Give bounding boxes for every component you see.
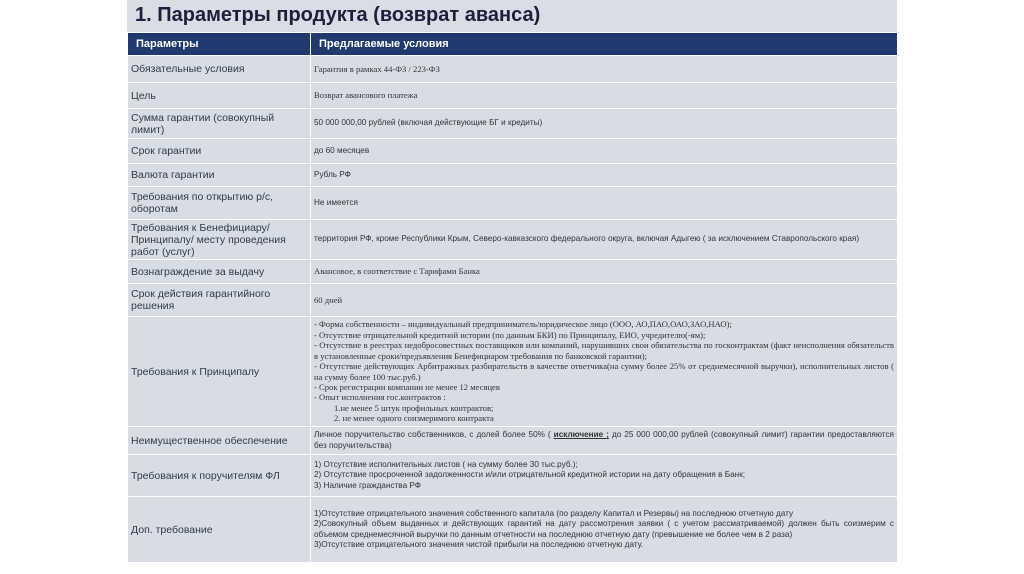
header-conditions: Предлагаемые условия bbox=[311, 33, 898, 56]
table-row bbox=[128, 139, 898, 164]
value-part: до 25 000 000,00 рублей (совокупный лимит) гарантии предоставляются без поручительства) bbox=[314, 430, 894, 450]
parameters-table bbox=[127, 32, 898, 563]
row-label: Доп. требование bbox=[128, 497, 311, 563]
table-row bbox=[128, 260, 898, 284]
list-item: 1) Отсутствие исполнительных листов ( на сумму более 30 тыс.руб.); bbox=[314, 459, 578, 469]
guarantor-requirements bbox=[311, 455, 898, 497]
row-label: Неимущественное обеспечение bbox=[128, 427, 311, 455]
list-item: 2)Совокупный объем выданных и действующих гарантий на дату рассмотрения заявки ( с учетом рассматриваемой) должен быть соизмерим с объемом среднемесячной выручки по данным отчетности на последнюю отчетную дату (превышение не более чем в 2 раза) bbox=[314, 519, 894, 539]
row-value: 50 000 000,00 рублей (включая действующие БГ и кредиты) bbox=[311, 109, 898, 139]
table-row bbox=[128, 109, 898, 139]
row-label: Срок действия гарантийного решения bbox=[128, 284, 311, 317]
row-label: Требования к Бенефициару/Принципалу/ месту проведения работ (услуг) bbox=[128, 220, 311, 260]
row-label: Срок гарантии bbox=[128, 139, 311, 164]
principal-requirements bbox=[311, 317, 898, 427]
list-item: 3) Наличие гражданства РФ bbox=[314, 480, 421, 490]
table-row bbox=[128, 497, 898, 563]
row-label: Требования к поручителям ФЛ bbox=[128, 455, 311, 497]
row-label: Сумма гарантии (совокупный лимит) bbox=[128, 109, 311, 139]
exception-text: исключение ; bbox=[553, 430, 609, 440]
table-row bbox=[128, 220, 898, 260]
row-value: Не имеется bbox=[311, 187, 898, 220]
list-item: 1)Отсутствие отрицательного значения собственного капитала (по разделу Капитал и Резервы) на последнюю отчетную дату bbox=[314, 508, 794, 518]
row-value: до 60 месяцев bbox=[311, 139, 898, 164]
table-row bbox=[128, 164, 898, 187]
list-item: 1.не менее 5 штук профильных контрактов; bbox=[334, 402, 494, 413]
row-value: Рубль РФ bbox=[311, 164, 898, 187]
list-item: - Срок регистрации компании не менее 12 месяцев bbox=[314, 381, 500, 392]
row-label: Валюта гарантии bbox=[128, 164, 311, 187]
row-value: Возврат авансового платежа bbox=[311, 83, 898, 109]
table-row bbox=[128, 187, 898, 220]
page-title: 1. Параметры продукта (возврат аванса) bbox=[135, 4, 541, 26]
row-value: Гарантия в рамках 44-ФЗ / 223-ФЗ bbox=[311, 56, 898, 83]
value-part: Личное поручительство собственников, с долей более 50% ( bbox=[314, 430, 554, 440]
list-item: - Отсутствие в реестрах недобросовестных поставщиков или компаний, нарушивших свои обязательства по госконтрактам (факт неисполнения обязательств в установленные сроки/предъявления Бенефициаром требования по банковской гарантии); bbox=[314, 340, 894, 361]
table-row bbox=[128, 455, 898, 497]
title-bar bbox=[127, 0, 897, 32]
row-label: Вознаграждение за выдачу bbox=[128, 260, 311, 284]
table-row bbox=[128, 427, 898, 455]
list-item: 3)Отсутствие отрицательного значения чистой прибыли на последнюю отчетную дату. bbox=[314, 539, 644, 549]
list-item: - Опыт исполнения гос.контрактов : bbox=[314, 392, 446, 403]
row-label: Цель bbox=[128, 83, 311, 109]
table-row bbox=[128, 284, 898, 317]
header-parameters: Параметры bbox=[128, 33, 311, 56]
row-value bbox=[311, 427, 898, 455]
additional-requirements bbox=[311, 497, 898, 563]
row-value: территория РФ, кроме Республики Крым, Северо-кавказского федерального округа, включая Адыгею ( за исключением Ставропольского края) bbox=[311, 220, 898, 260]
list-item: - Форма собственности – индивидуальный предприниматель/юридическое лицо (ООО, АО,ПАО,ОАО,ЗАО,НАО); bbox=[314, 319, 732, 330]
row-label: Обязательные условия bbox=[128, 56, 311, 83]
table-row bbox=[128, 56, 898, 83]
row-value: 60 дней bbox=[311, 284, 898, 317]
list-item: - Отсутствие отрицательной кредитной истории (по данным БКИ) по Принципалу, ЕИО, учредителю(-ям); bbox=[314, 329, 706, 340]
slide bbox=[127, 0, 897, 574]
table-row bbox=[128, 83, 898, 109]
row-label: Требования по открытию р/с, оборотам bbox=[128, 187, 311, 220]
list-item: 2. не менее одного соизмеримого контракта bbox=[334, 413, 494, 424]
list-item: 2) Отсутствие просроченной задолженности и/или отрицательной кредитной истории на дату обращения в Банк; bbox=[314, 470, 746, 480]
list-item: - Отсутствие действующих Арбитражных разбирательств в качестве ответчика(на сумму более 25% от среднемесячной выручки), исполнительных листов ( на сумму более 100 тыс.руб.) bbox=[314, 361, 894, 382]
table-header-row bbox=[128, 33, 898, 56]
table-row bbox=[128, 317, 898, 427]
row-value: Авансовое, в соответствие с Тарифами Банка bbox=[311, 260, 898, 284]
row-label: Требования к Принципалу bbox=[128, 317, 311, 427]
